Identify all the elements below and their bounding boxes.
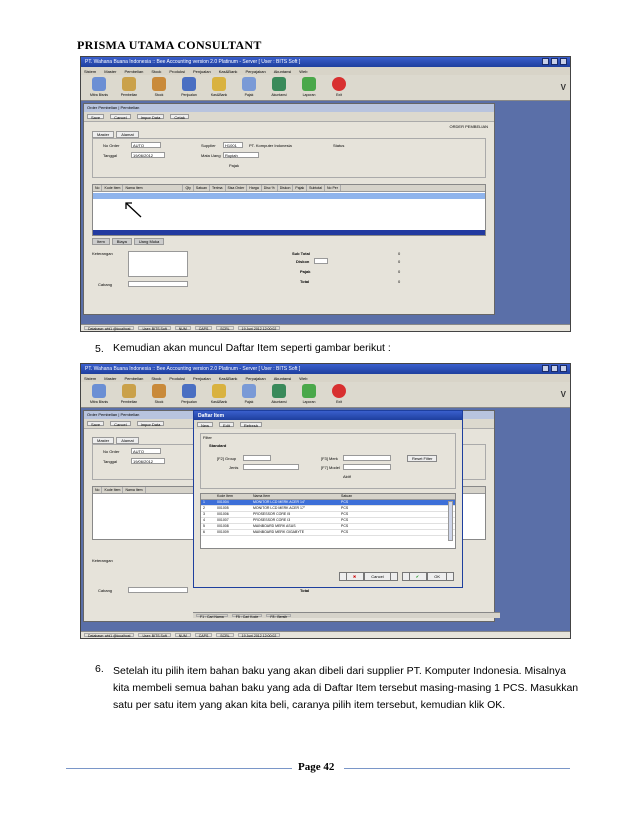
maximize-icon[interactable]: [551, 365, 558, 372]
page-number: Page 42: [298, 761, 335, 773]
menu-perpajakan[interactable]: Perpajakan: [245, 376, 266, 381]
cancel-button[interactable]: Cancel: [110, 421, 130, 426]
shortcut-f8: F8 : Bersih: [266, 614, 291, 617]
tanggal-field[interactable]: 19/06/2012: [131, 458, 165, 464]
col-noper: No Per: [325, 185, 341, 191]
people-icon: [92, 77, 106, 91]
inner-title-2: Order Pembelian | Pembelian: [84, 411, 494, 419]
col-sisa: Sisa Order: [226, 185, 248, 191]
shortcut-f5: F5 : Cari Kode: [232, 614, 263, 617]
cabang-label: Cabang: [98, 588, 113, 593]
status-scrl: SCRL: [216, 326, 233, 330]
diskon-input[interactable]: [314, 258, 328, 264]
table-row[interactable]: 1 001004 MONITOR LCD MERK ACER 14" PCS: [201, 500, 455, 506]
col-pajak: Pajak: [293, 185, 307, 191]
menu-perpajakan[interactable]: Perpajakan: [245, 69, 266, 74]
inner-title: Order Pembelian | Pembelian: [84, 104, 494, 112]
screenshot-order-pembelian: [80, 56, 571, 332]
menu-pembelian[interactable]: Pembelian: [124, 376, 144, 381]
arrow-pointer-icon: [123, 201, 143, 219]
subtotal-label: Sub Total: [292, 251, 310, 256]
status-user: User: BITS Soft: [138, 633, 170, 637]
no-order-field[interactable]: AUTO: [131, 448, 161, 454]
menu-master[interactable]: Master: [104, 376, 117, 381]
selected-row[interactable]: [93, 193, 485, 199]
status-user: User: BITS Soft: [138, 326, 170, 330]
total-label: Total: [300, 279, 310, 284]
col-subtotal: Subtotal: [307, 185, 325, 191]
check-icon: ✔: [409, 572, 427, 581]
menu-sistem[interactable]: Sistem: [84, 376, 97, 381]
keterangan-label: Keterangan: [92, 558, 113, 563]
bottom-tabs: [84, 236, 494, 247]
x-icon: ✖: [346, 572, 364, 581]
col-kode: Kode Item: [102, 185, 123, 191]
toolbar-stock[interactable]: Stock: [147, 77, 171, 98]
close-icon[interactable]: [560, 365, 567, 372]
cabang-select[interactable]: [128, 587, 188, 593]
col-nama: Nama Item: [123, 487, 145, 493]
status-label: Status: [333, 143, 345, 148]
document-header: PRISMA UTAMA CONSULTANT: [77, 38, 262, 52]
keterangan-label: Keterangan: [92, 251, 113, 256]
bag-icon: [182, 384, 196, 398]
daftar-item-dialog: [193, 410, 463, 588]
box-icon: [152, 384, 166, 398]
order-footer: [92, 247, 486, 293]
supplier-label: Supplier: [201, 143, 216, 148]
col-terima: Terima: [210, 185, 226, 191]
toolbar-kasbank[interactable]: Kas&Bank: [207, 77, 231, 98]
dialog-title: Daftar Item: [194, 411, 462, 420]
cart-icon: [122, 384, 136, 398]
toolbar-mitra-bisnis[interactable]: Mitra Bisnis: [87, 384, 111, 405]
subtotal-value: 0: [398, 251, 401, 256]
pajak-total-label: Pajak: [300, 269, 311, 274]
no-order-label: No Order: [103, 143, 120, 148]
save-button[interactable]: Save: [87, 421, 104, 426]
menu-stock[interactable]: Stock: [151, 376, 162, 381]
menu-master[interactable]: Master: [104, 69, 117, 74]
app-title: PT. Wahana Buana Indonesia :: Bee Accounting version 2.0 Platinum - Server [ User : BITS Soft ]: [85, 59, 301, 65]
people-icon: [92, 384, 106, 398]
calculator-icon: [272, 77, 286, 91]
inner-toolbar: [84, 112, 494, 122]
status-database: Database: wbi1 @localhost: [84, 326, 134, 330]
cabang-select[interactable]: [128, 281, 188, 287]
refresh-button[interactable]: Refresh: [240, 422, 262, 427]
brand-mark: V: [560, 390, 566, 399]
power-icon: [332, 77, 346, 91]
total-label: Total: [300, 588, 310, 593]
col-satuan: Satuan: [194, 185, 210, 191]
grid-scrollbar[interactable]: [93, 230, 485, 235]
tab-alamat[interactable]: Alamat: [116, 131, 138, 138]
maximize-icon[interactable]: [551, 58, 558, 65]
step5-number: 5.: [95, 343, 104, 355]
cart-icon: [122, 77, 136, 91]
col-no: No: [93, 185, 102, 191]
shortcut-f1: F1 : Cari Nama: [196, 614, 228, 617]
menu-penjualan[interactable]: Penjualan: [192, 69, 211, 74]
item-grid: [92, 184, 486, 236]
dialog-cancel-button[interactable]: ✖ Cancel: [339, 572, 398, 581]
menu-penjualan[interactable]: Penjualan: [192, 376, 211, 381]
print-button[interactable]: Cetak: [170, 114, 188, 119]
tab-uang-muka[interactable]: Uang Muka: [134, 238, 164, 245]
tax-icon: [242, 384, 256, 398]
toolbar-pajak[interactable]: Pajak: [237, 77, 261, 98]
filter-tab-standard[interactable]: Standard: [209, 443, 227, 448]
tax-icon: [242, 77, 256, 91]
dialog-ok-button[interactable]: ✔ OK: [402, 572, 454, 581]
menu-kasbank[interactable]: Kas&Bank: [218, 376, 238, 381]
toolbar-penjualan[interactable]: Penjualan: [177, 384, 201, 405]
table-row[interactable]: 5 001008 MAINBOARD MERK ASUS PCS: [201, 524, 455, 530]
pajak-value: 0: [398, 269, 401, 274]
footer-rule-right: [344, 768, 570, 769]
toolbar-kasbank[interactable]: Kas&Bank: [207, 384, 231, 405]
toolbar-laporan[interactable]: Laporan: [297, 77, 321, 98]
toolbar-pajak[interactable]: Pajak: [237, 384, 261, 405]
diskon-value: 0: [398, 259, 401, 264]
no-order-label: No Order: [103, 449, 120, 454]
col-disc: Disc %: [262, 185, 278, 191]
window-buttons-2: [542, 365, 567, 372]
group-label: [F2] Group: [217, 456, 237, 461]
dialog-toolbar: [194, 420, 462, 429]
toolbar-pembelian[interactable]: Pembelian: [117, 77, 141, 98]
main-toolbar-2: [81, 382, 570, 408]
menu-pembelian[interactable]: Pembelian: [124, 69, 144, 74]
filter-panel: [200, 433, 456, 489]
pajak-checkbox[interactable]: Pajak: [229, 163, 240, 168]
step6-text: Setelah itu pilih item bahan baku yang akan dibeli dari supplier PT. Komputer Indonesia. Misalnya kita membeli semua bahan baku yang ada di Daftar Item tersebut masing-masing 1 PCS. Masukkan satu per satu item yang akan kita beli, caranya pilih item tersebut, kemudian klik OK.: [113, 665, 579, 711]
col-nama-item: Nama Item: [253, 494, 271, 498]
order-pembelian-window: [83, 103, 495, 315]
jenis-select[interactable]: [243, 464, 299, 470]
toolbar-exit[interactable]: Exit: [327, 77, 351, 98]
toolbar-akuntansi[interactable]: Akuntansi: [267, 77, 291, 98]
merk-select[interactable]: [343, 455, 391, 461]
mata-uang-label: Mata Uang: [201, 153, 221, 158]
table-row[interactable]: 3 001006 PROSESSOR CORE I5 PCS: [201, 512, 455, 518]
save-button[interactable]: Save: [87, 114, 104, 119]
table-row[interactable]: 2 001005 MONITOR LCD MERK ACER 17" PCS: [201, 506, 455, 512]
window-buttons: [542, 58, 567, 65]
bag-icon: [182, 77, 196, 91]
col-harga: Harga: [247, 185, 262, 191]
footer-rule-left: [66, 768, 292, 769]
status-caps: CAPS: [195, 633, 213, 637]
status-num: NUM: [175, 326, 191, 330]
cancel-button[interactable]: Cancel: [110, 114, 130, 119]
menu-web[interactable]: Web: [299, 376, 308, 381]
money-icon: [212, 77, 226, 91]
new-button[interactable]: New: [197, 422, 213, 427]
step5-text: Kemudian akan muncul Daftar Item seperti gambar berikut :: [113, 342, 391, 354]
status-datetime: 19 Juni 2012 12:00:02: [238, 633, 281, 637]
toolbar-akuntansi[interactable]: Akuntansi: [267, 384, 291, 405]
supplier-name: PT. Komputer Indonesia: [249, 143, 292, 148]
status-num: NUM: [175, 633, 191, 637]
col-satuan: Satuan: [341, 494, 353, 498]
col-kode-item: Kode Item: [217, 494, 233, 498]
col-qty: Qty: [183, 185, 193, 191]
toolbar-exit[interactable]: Exit: [327, 384, 351, 405]
menu-sistem[interactable]: Sistem: [84, 69, 97, 74]
mata-uang-select[interactable]: Rupiah: [223, 152, 259, 158]
toolbar-mitra-bisnis[interactable]: Mitra Bisnis: [87, 77, 111, 98]
edit-button[interactable]: Edit: [219, 422, 234, 427]
merk-label: [F3] Merk: [321, 456, 338, 461]
col-no: No: [93, 487, 102, 493]
app-title-bar: [81, 57, 570, 67]
brand-mark: V: [560, 83, 566, 92]
toolbar-stock[interactable]: Stock: [147, 384, 171, 405]
toolbar-pembelian[interactable]: Pembelian: [117, 384, 141, 405]
cabang-label: Cabang: [98, 282, 113, 287]
calculator-icon: [272, 384, 286, 398]
col-nama: Nama Item: [123, 185, 183, 191]
box-icon: [152, 77, 166, 91]
table-row[interactable]: 6 001009 MAINBOARD MERK GIGABYTE PCS: [201, 530, 455, 536]
tanggal-label: Tanggal: [103, 153, 118, 158]
status-database: Database: wbi1 @localhost: [84, 633, 134, 637]
tab-master[interactable]: Master: [92, 437, 114, 444]
report-icon: [302, 384, 316, 398]
tab-master[interactable]: Master: [92, 131, 114, 138]
document-code: ORDER PEMBELIAN: [449, 124, 488, 129]
no-order-field[interactable]: AUTO: [131, 142, 161, 148]
money-icon: [212, 384, 226, 398]
col-row: [201, 494, 217, 499]
status-scrl: SCRL: [216, 633, 233, 637]
import-button[interactable]: Impor Data: [137, 421, 165, 426]
tab-item[interactable]: Item: [92, 238, 110, 245]
menu-produksi[interactable]: Produksi: [169, 376, 185, 381]
status-bar: [81, 324, 570, 331]
order-form: [92, 138, 486, 178]
shortcut-bar: [193, 612, 500, 618]
tab-biaya[interactable]: Biaya: [112, 238, 132, 245]
menu-bar: [81, 67, 570, 75]
model-select[interactable]: [343, 464, 391, 470]
total-value: 0: [398, 279, 401, 284]
power-icon: [332, 384, 346, 398]
model-label: [F7] Model: [321, 465, 340, 470]
close-icon[interactable]: [560, 58, 567, 65]
daftar-item-grid: [200, 493, 456, 549]
tab-alamat[interactable]: Alamat: [116, 437, 138, 444]
item-grid-header: [93, 185, 485, 192]
status-bar-2: [81, 631, 570, 638]
aktif-checkbox[interactable]: Aktif: [343, 474, 351, 479]
supplier-code-field[interactable]: H1001: [223, 142, 243, 148]
status-datetime: 19 Juni 2012 12:00:02: [238, 326, 281, 330]
form-tabs: [84, 131, 494, 138]
menu-kasbank[interactable]: Kas&Bank: [218, 69, 238, 74]
table-row[interactable]: 4 001007 PROSESSOR CORE I3 PCS: [201, 518, 455, 524]
app-title-bar-2: [81, 364, 570, 374]
app-title-2: PT. Wahana Buana Indonesia :: Bee Accounting version 2.0 Platinum - Server [ User : BITS Soft ]: [85, 366, 301, 372]
screenshot-daftar-item: [80, 363, 571, 639]
jenis-label: Jenis: [229, 465, 239, 470]
minimize-icon[interactable]: [542, 365, 549, 372]
menu-akuntansi[interactable]: Akuntansi: [273, 376, 292, 381]
report-icon: [302, 77, 316, 91]
main-toolbar: [81, 75, 570, 101]
reset-filter-button[interactable]: Reset Filter: [407, 455, 437, 462]
menu-bar-2: [81, 374, 570, 382]
tanggal-label: Tanggal: [103, 459, 118, 464]
toolbar-penjualan[interactable]: Penjualan: [177, 77, 201, 98]
keterangan-input[interactable]: [128, 251, 188, 277]
dialog-buttons: [339, 572, 454, 581]
menu-stock[interactable]: Stock: [151, 69, 162, 74]
import-button[interactable]: Impor Data: [137, 114, 165, 119]
filter-label: Filter: [203, 435, 212, 440]
menu-akuntansi[interactable]: Akuntansi: [273, 69, 292, 74]
diskon-label: Diskon: [296, 259, 310, 264]
step6-number: 6.: [95, 663, 104, 675]
group-input[interactable]: [243, 455, 271, 461]
status-caps: CAPS: [195, 326, 213, 330]
col-kode: Kode Item: [102, 487, 123, 493]
minimize-icon[interactable]: [542, 58, 549, 65]
menu-web[interactable]: Web: [299, 69, 308, 74]
tanggal-field[interactable]: 19/06/2012: [131, 152, 165, 158]
menu-produksi[interactable]: Produksi: [169, 69, 185, 74]
col-diskon: Diskon: [278, 185, 294, 191]
dialog-scrollbar[interactable]: [448, 501, 453, 541]
toolbar-laporan[interactable]: Laporan: [297, 384, 321, 405]
